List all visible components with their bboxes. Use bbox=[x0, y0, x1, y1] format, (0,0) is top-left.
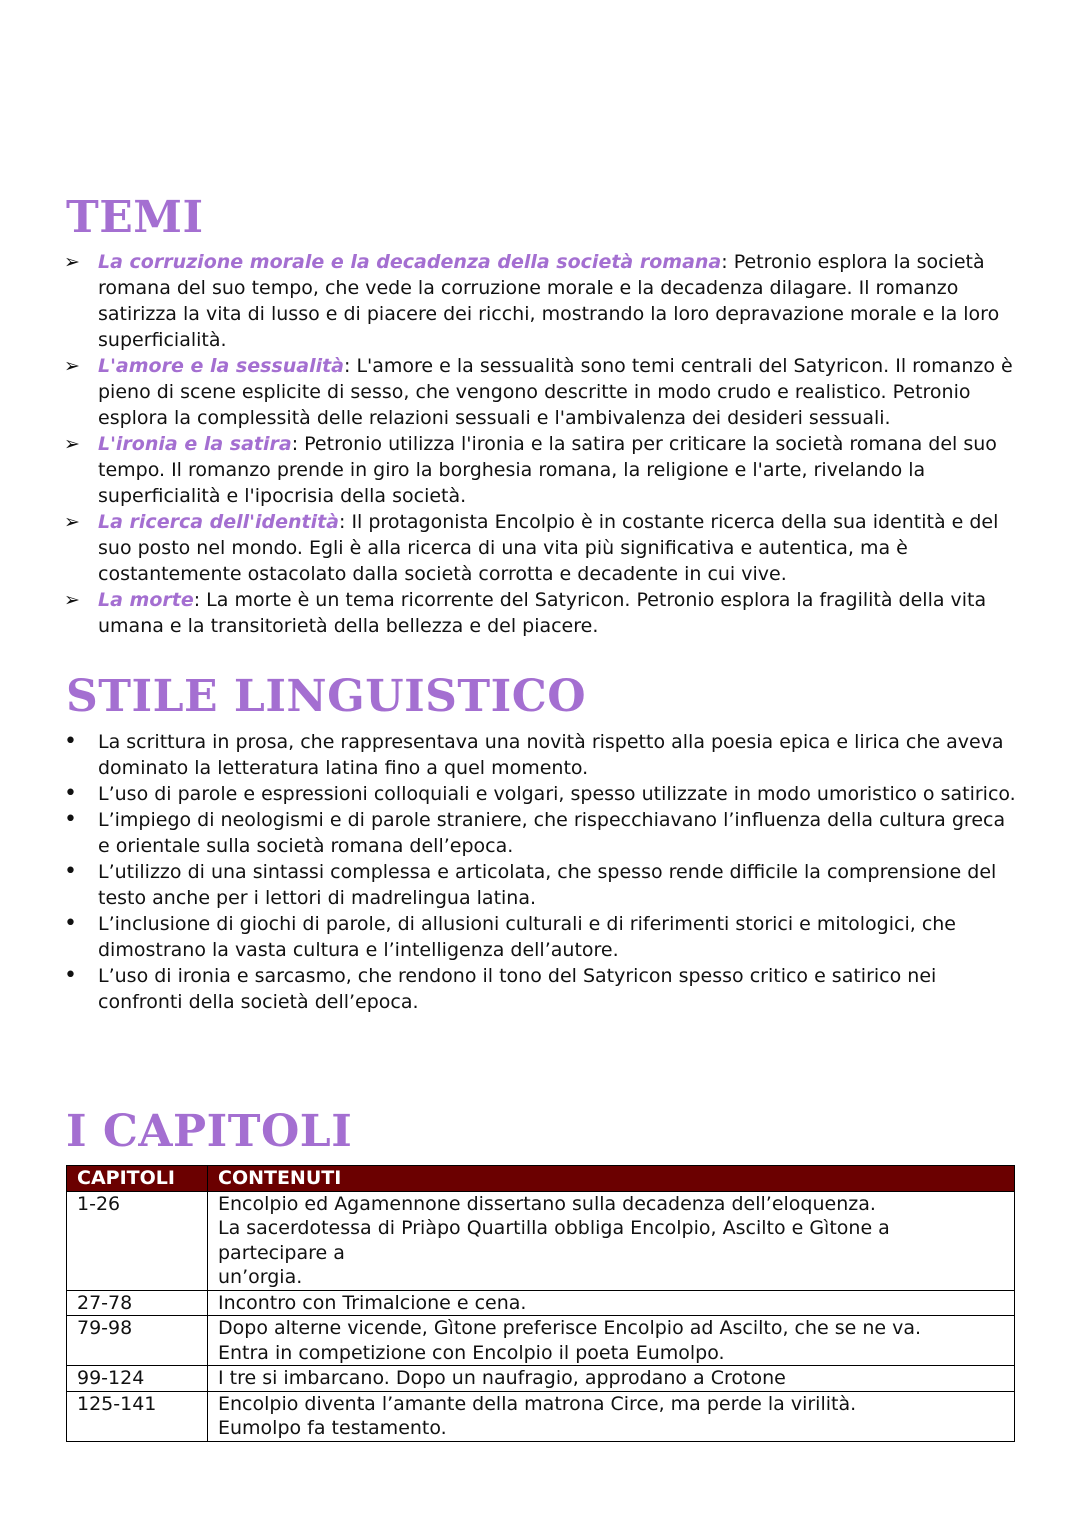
theme-text: : Il protagonista Encolpio è in costante ricerca della sua identità e del suo posto nel mondo. Egli è alla ricerca di una vita più significativa e autentica, ma è costantemente ostacolato dalla società corrotta e decadente in cui vive. bbox=[98, 511, 999, 585]
style-text: L’inclusione di giochi di parole, di allusioni culturali e di riferimenti storici e mitologici, che dimostrano la vasta cultura e l’intelligenza dell’autore. bbox=[98, 913, 956, 961]
content-line: un’orgia. bbox=[218, 1266, 303, 1288]
temi-list bbox=[0, 249, 1080, 639]
theme-term: La ricerca dell'identità bbox=[98, 511, 339, 533]
list-item bbox=[0, 963, 1080, 1015]
content-line: Encolpio diventa l’amante della matrona Circe, ma perde la virilità. bbox=[218, 1392, 857, 1415]
style-text: L’utilizzo di una sintassi complessa e articolata, che spesso rende difficile la comprensione del testo anche per i lettori di madrelingua latina. bbox=[98, 861, 997, 909]
style-text: L’uso di parole e espressioni colloquiali e volgari, spesso utilizzate in modo umoristico o satirico. bbox=[98, 783, 1016, 805]
list-item bbox=[0, 807, 1080, 859]
table-row bbox=[67, 1316, 1015, 1366]
arrow-bullet-icon: ➢ bbox=[64, 511, 80, 533]
chapter-content bbox=[208, 1290, 1015, 1316]
chapter-content bbox=[208, 1366, 1015, 1392]
chapter-range: 1-26 bbox=[67, 1191, 208, 1290]
theme-term: La corruzione morale e la decadenza della società romana bbox=[98, 251, 722, 273]
bullet-icon: • bbox=[64, 729, 77, 754]
theme-text: : Petronio utilizza l'ironia e la satira per criticare la società romana del suo tempo. Il romanzo prende in giro la borghesia romana, la religione e l'arte, rivelando la superficialità e l'ipocrisia della società. bbox=[98, 433, 997, 507]
table-row bbox=[67, 1391, 1015, 1441]
theme-term: L'ironia e la satira bbox=[98, 433, 292, 455]
content-line: I tre si imbarcano. Dopo un naufragio, approdano a Crotone bbox=[218, 1367, 786, 1389]
bullet-icon: • bbox=[64, 807, 77, 832]
list-item bbox=[0, 781, 1080, 807]
stile-list bbox=[0, 729, 1080, 1015]
content-line: Entra in competizione con Encolpio il poeta Eumolpo. bbox=[218, 1341, 725, 1364]
arrow-bullet-icon: ➢ bbox=[64, 251, 80, 273]
table-row bbox=[67, 1191, 1015, 1290]
chapter-range: 79-98 bbox=[67, 1316, 208, 1366]
style-text: La scrittura in prosa, che rappresentava una novità rispetto alla poesia epica e lirica che aveva dominato la letteratura latina fino a quel momento. bbox=[98, 731, 1004, 779]
list-item bbox=[0, 431, 1080, 509]
list-item bbox=[0, 729, 1080, 781]
arrow-bullet-icon: ➢ bbox=[64, 355, 80, 377]
chapter-content bbox=[208, 1316, 1015, 1366]
content-line: La sacerdotessa di Priàpo Quartilla obbliga Encolpio, Ascilto e Gìtone a partecipare a bbox=[218, 1217, 890, 1264]
heading-capitoli: I CAPITOLI bbox=[66, 1106, 353, 1157]
content-line: Incontro con Trimalcione e cena. bbox=[218, 1291, 527, 1314]
theme-term: L'amore e la sessualità bbox=[98, 355, 345, 377]
content-line: Eumolpo fa testamento. bbox=[218, 1417, 447, 1439]
style-text: L’impiego di neologismi e di parole straniere, che rispecchiavano l’influenza della cultura greca e orientale sulla società romana dell’epoca. bbox=[98, 809, 1006, 857]
chapters-table bbox=[66, 1165, 1015, 1442]
table-header-row bbox=[67, 1166, 1015, 1192]
chapter-range: 125-141 bbox=[67, 1391, 208, 1441]
heading-temi: TEMI bbox=[66, 192, 204, 243]
theme-text: : Petronio esplora la società romana del suo tempo, che vede la corruzione morale e la decadenza dilagare. Il romanzo satirizza la vita di lusso e di piacere dei ricchi, mostrando la loro depravazione morale e la loro superficialità. bbox=[98, 251, 1000, 351]
style-text: L’uso di ironia e sarcasmo, che rendono il tono del Satyricon spesso critico e satirico nei confronti della società dell’epoca. bbox=[98, 965, 937, 1013]
content-line: Dopo alterne vicende, Gìtone preferisce Encolpio ad Ascilto, che se ne va. bbox=[218, 1317, 922, 1339]
list-item bbox=[0, 509, 1080, 587]
list-item bbox=[0, 249, 1080, 353]
chapter-content bbox=[208, 1191, 1015, 1290]
arrow-bullet-icon: ➢ bbox=[64, 433, 80, 455]
column-header-contenuti: CONTENUTI bbox=[208, 1166, 1015, 1192]
heading-stile-linguistico: STILE LINGUISTICO bbox=[66, 671, 587, 722]
chapter-range: 99-124 bbox=[67, 1366, 208, 1392]
list-item bbox=[0, 859, 1080, 911]
bullet-icon: • bbox=[64, 963, 77, 988]
list-item bbox=[0, 587, 1080, 639]
bullet-icon: • bbox=[64, 911, 77, 936]
theme-term: La morte bbox=[98, 589, 194, 611]
chapter-content bbox=[208, 1391, 1015, 1441]
chapter-range: 27-78 bbox=[67, 1290, 208, 1316]
arrow-bullet-icon: ➢ bbox=[64, 589, 80, 611]
content-line: Encolpio ed Agamennone dissertano sulla decadenza dell’eloquenza. bbox=[218, 1192, 876, 1215]
bullet-icon: • bbox=[64, 859, 77, 884]
theme-text: : La morte è un tema ricorrente del Satyricon. Petronio esplora la fragilità della vita umana e la transitorietà della bellezza e del piacere. bbox=[98, 589, 987, 637]
table-row bbox=[67, 1290, 1015, 1316]
table-row bbox=[67, 1366, 1015, 1392]
theme-text: : L'amore e la sessualità sono temi centrali del Satyricon. Il romanzo è pieno di scene esplicite di sesso, che vengono descritte in modo crudo e realistico. Petronio esplora la complessità delle relazioni sessuali e l'ambivalenza dei desideri sessuali. bbox=[98, 355, 1013, 429]
list-item bbox=[0, 911, 1080, 963]
column-header-capitoli: CAPITOLI bbox=[67, 1166, 208, 1192]
list-item bbox=[0, 353, 1080, 431]
bullet-icon: • bbox=[64, 781, 77, 806]
